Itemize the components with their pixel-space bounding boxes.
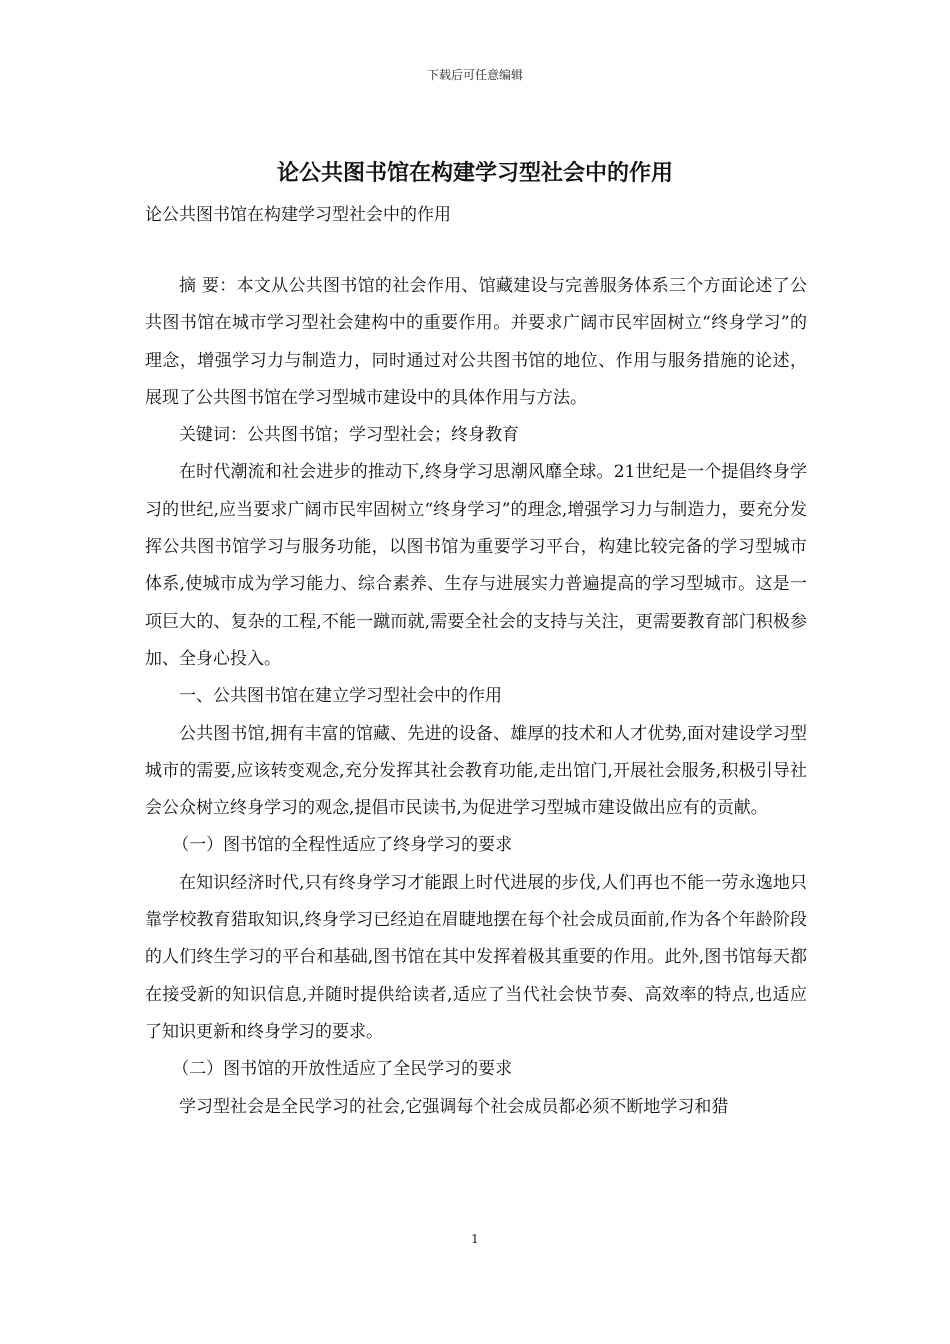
document-body	[145, 268, 807, 1126]
keywords-line: 关键词：公共图书馆；学习型社会；终身教育	[179, 425, 519, 446]
body-paragraph: 在时代潮流和社会进步的推动下,终身学习思潮风靡全球。21世纪是一个提倡终身学习的世纪,应当要求广阔市民牢固树立“终身学习”的理念,增强学习力与制造力，要充分发挥公共图书馆学习与服务功能，以图书馆为重要学习平台，构建比较完备的学习型城市体系,使城市成为学习能力、综合素养、生存与进展实力普遍提高的学习型城市。这是一项巨大的、复杂的工程,不能一蹴而就,需要全社会的支持与关注，更需要教育部门积极参加、全身心投入。	[145, 462, 807, 669]
abstract-paragraph: 摘 要：本文从公共图书馆的社会作用、馆藏建设与完善服务体系三个方面论述了公共图书馆在城市学习型社会建构中的重要作用。并要求广阔市民牢固树立“终身学习”的理念，增强学习力与制造力，同时通过对公共图书馆的地位、作用与服务措施的论述，展现了公共图书馆在学习型城市建设中的具体作用与方法。	[145, 276, 807, 408]
page-number: 1	[471, 1232, 479, 1246]
header-note: 下载后可任意编辑	[426, 68, 523, 82]
document-title: 论公共图书馆在构建学习型社会中的作用	[276, 161, 673, 186]
subsection-heading: （一）图书馆的全程性适应了终身学习的要求	[172, 835, 513, 856]
subsection-heading: （二）图书馆的开放性适应了全民学习的要求	[172, 1059, 513, 1080]
body-paragraph: 在知识经济时代,只有终身学习才能跟上时代进展的步伐,人们再也不能一劳永逸地只靠学校教育猎取知识,终身学习已经迫在眉睫地摆在每个社会成员面前,作为各个年龄阶段的人们终生学习的平台和基础,图书馆在其中发挥着极其重要的作用。此外,图书馆每天都在接受新的知识信息,并随时提供给读者,适应了当代社会快节奏、高效率的特点,也适应了知识更新和终身学习的要求。	[145, 872, 807, 1042]
body-paragraph: 公共图书馆,拥有丰富的馆藏、先进的设备、雄厚的技术和人才优势,面对建设学习型城市的需要,应该转变观念,充分发挥其社会教育功能,走出馆门,开展社会服务,积极引导社会公众树立终身学习的观念,提倡市民读书,为促进学习型城市建设做出应有的贡献。	[145, 723, 807, 819]
section-heading: 一、公共图书馆在建立学习型社会中的作用	[179, 686, 502, 707]
body-paragraph: 学习型社会是全民学习的社会,它强调每个社会成员都必须不断地学习和猎	[179, 1096, 729, 1117]
document-subtitle: 论公共图书馆在构建学习型社会中的作用	[145, 205, 451, 225]
